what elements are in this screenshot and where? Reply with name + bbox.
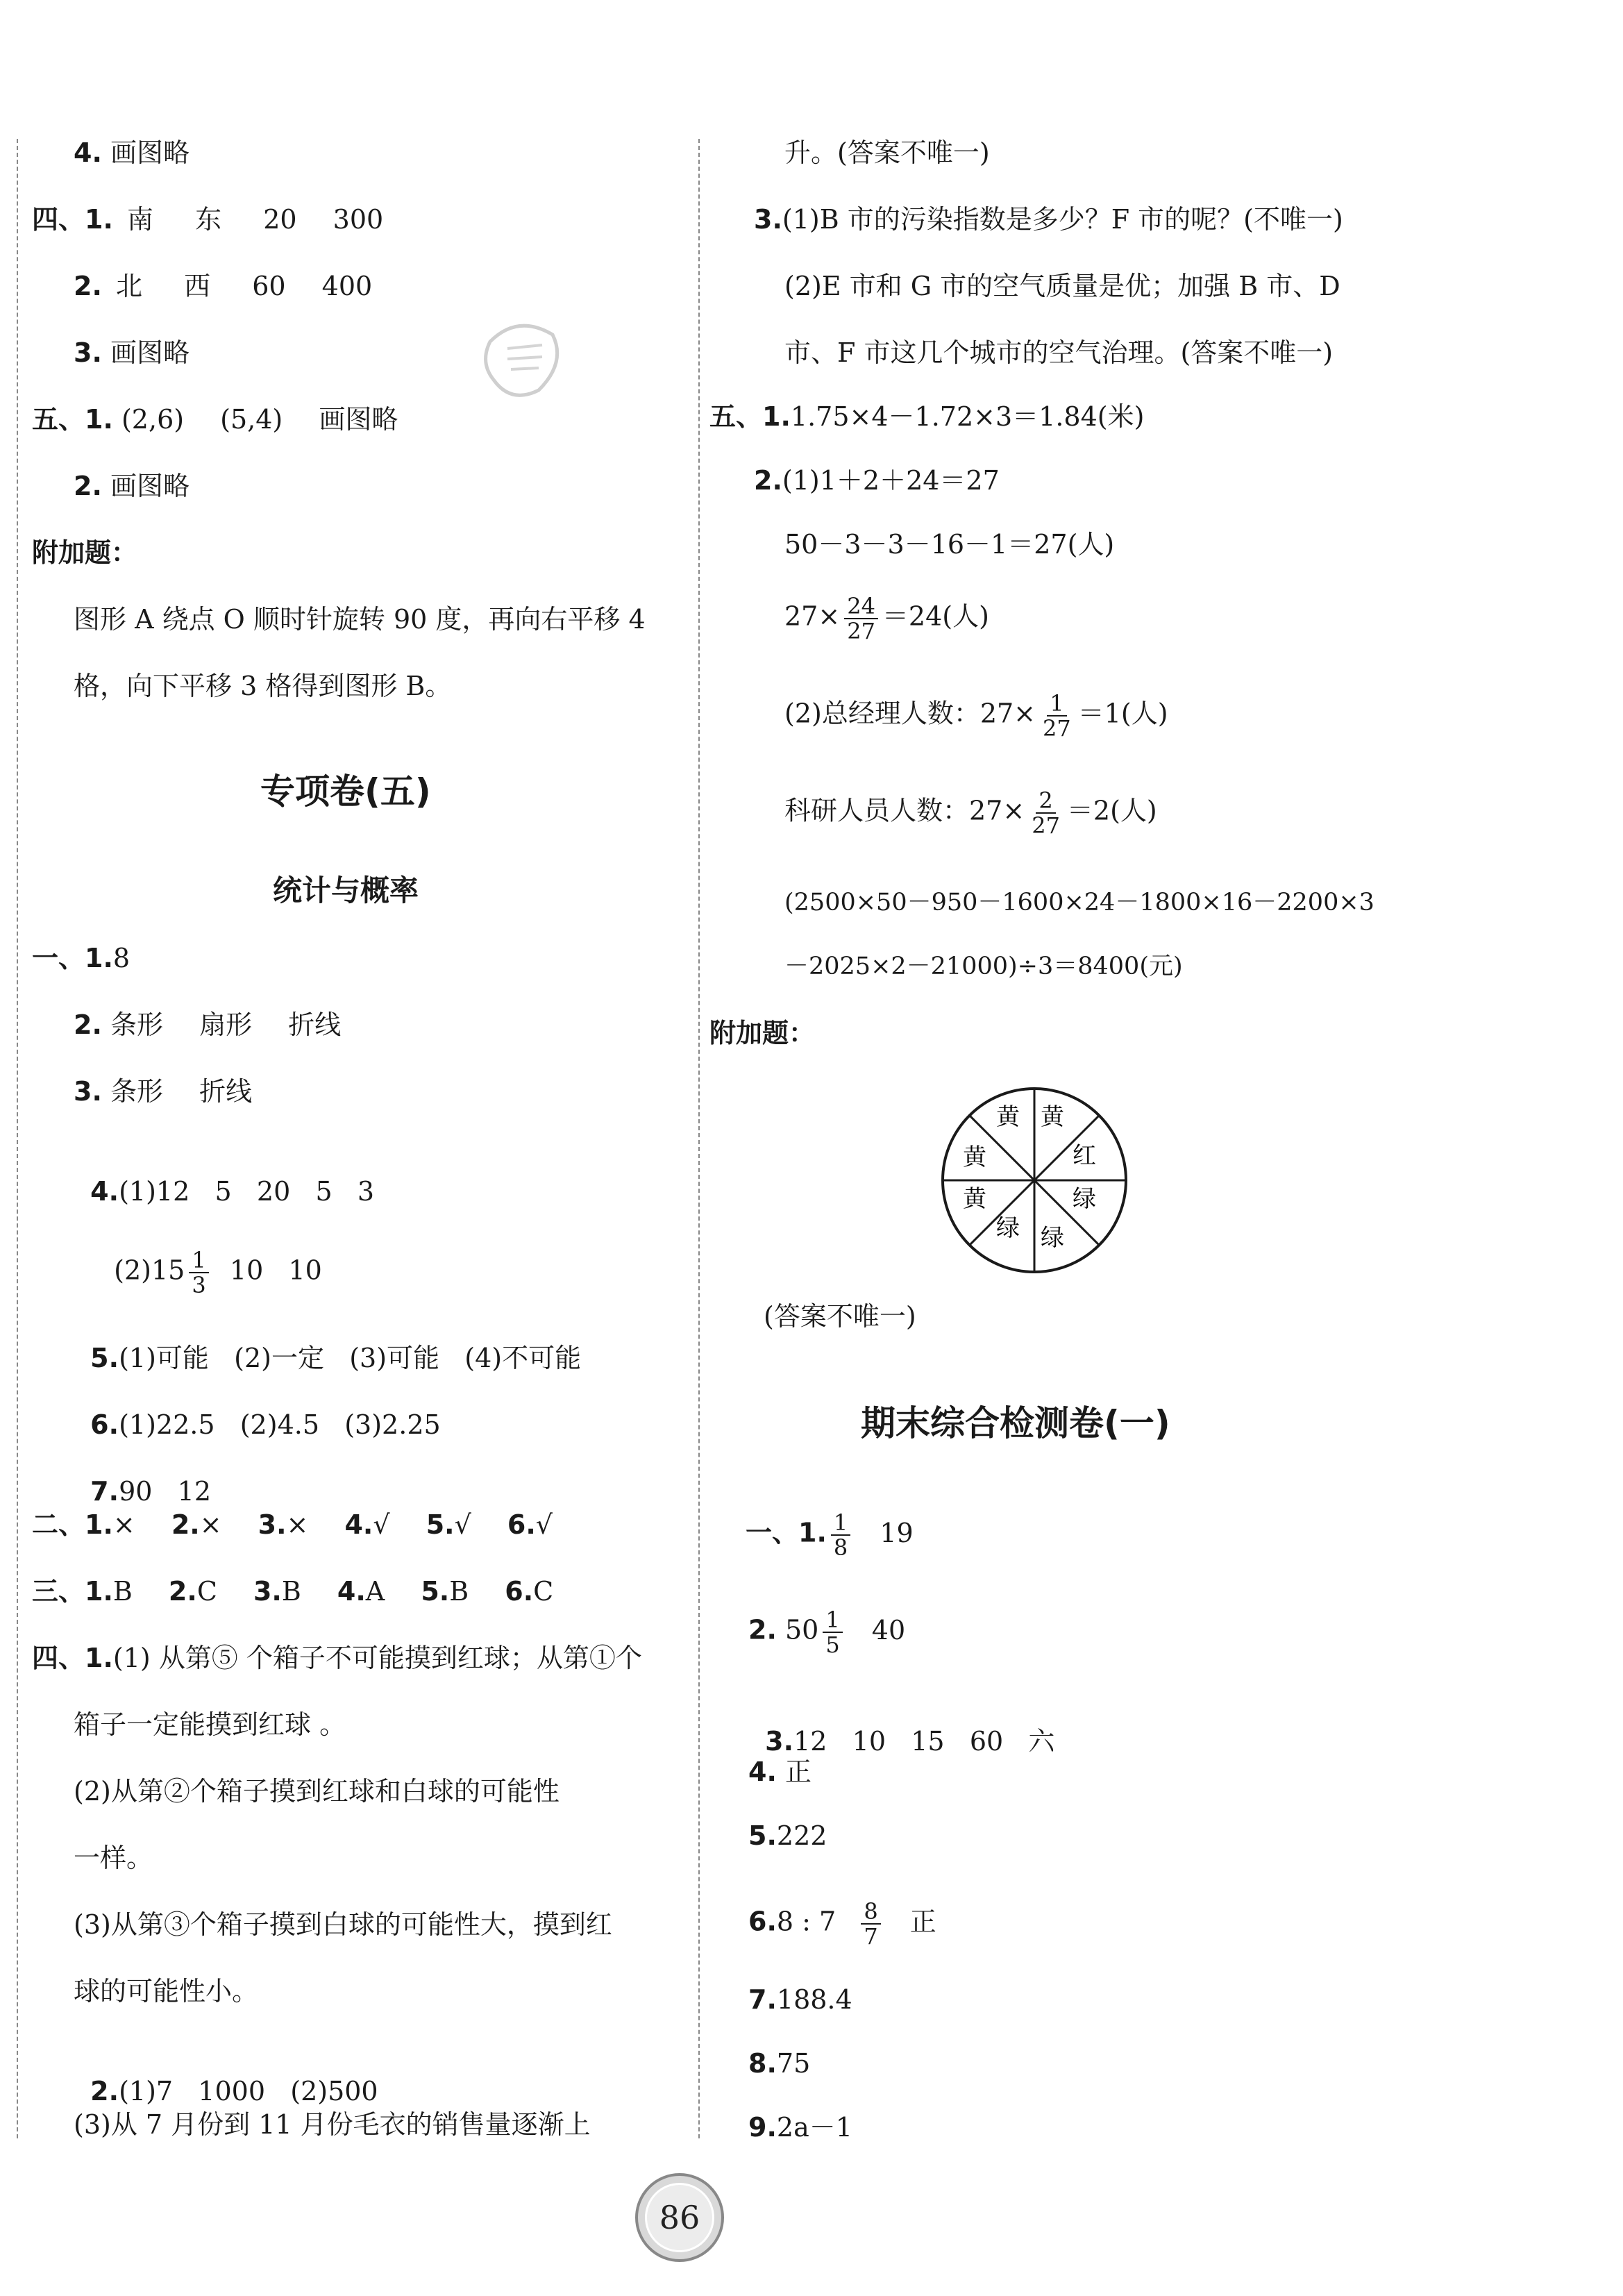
final-line-5: 5.222 (748, 1820, 827, 1851)
page-number: 86 (645, 2183, 714, 2252)
left-line-5: 五、1. (2,6) (5,4) 画图略 (32, 404, 398, 435)
stat-line-3: 3. 条形 折线 (74, 1076, 253, 1107)
right-line-12: －2025×2－21000)÷3＝8400(元) (784, 953, 1183, 980)
stat-line-5: (2)15 $\frac{1}{3}$ 10 10 (114, 1247, 322, 1298)
stat-line-8: 7.90 12 (90, 1476, 212, 1507)
stat-line-4: 4.(1)12 5 20 5 3 (90, 1176, 375, 1207)
color-spinner-wheel (937, 1083, 1132, 1277)
stat-line-16: 球的可能性小。 (74, 1976, 259, 2006)
stat-line-17: 2.(1)7 1000 (2)500 (90, 2076, 378, 2106)
right-line-14: (答案不唯一) (764, 1301, 916, 1332)
section-title-final-exam-1: 期末综合检测卷(一) (861, 1403, 1170, 1443)
wheel-label: 红 (1073, 1142, 1096, 1170)
final-line-9: 9.2a－1 (748, 2112, 852, 2143)
right-line-5: 五、1.1.75×4－1.72×3＝1.84(米) (709, 401, 1145, 432)
left-line-9: 格，向下平移 3 格得到图形 B。 (74, 671, 452, 701)
column-divider (698, 139, 700, 2138)
left-line-4: 3. 画图略 (74, 337, 190, 368)
final-line-3: 3.12 10 15 60 六 (765, 1726, 1055, 1757)
left-margin-rule (17, 139, 18, 2138)
stat-line-6: 5.(1)可能 (2)一定 (3)可能 (4)不可能 (90, 1343, 582, 1373)
right-line-9: (2)总经理人数：27× $\frac{1}{27}$ ＝1(人) (784, 690, 1168, 741)
wheel-label: 黄 (963, 1143, 986, 1171)
wheel-label: 黄 (963, 1185, 986, 1213)
section-title-special-5: 专项卷(五) (260, 771, 431, 812)
stat-line-judge: 二、1.× 2.× 3.× 4.√ 5.√ 6.√ (32, 1509, 553, 1540)
stat-line-12: 箱子一定能摸到红球 。 (74, 1709, 346, 1740)
right-line-4: 市、F 市这几个城市的空气治理。(答案不唯一) (784, 337, 1334, 368)
right-line-6: 2.(1)1＋2＋24＝27 (754, 465, 1000, 496)
stat-line-1: 一、1.8 (32, 943, 131, 973)
fraction: $\frac{1}{5}$ (823, 1608, 842, 1657)
right-line-10: 科研人员人数：27× $\frac{2}{27}$ ＝2(人) (784, 787, 1157, 839)
final-line-2: 2. 50 $\frac{1}{5}$ 40 (748, 1607, 906, 1658)
fraction: $\frac{1}{8}$ (831, 1511, 850, 1559)
stat-line-11: 四、1.(1) 从第⑤ 个箱子不可能摸到红球；从第①个 (32, 1643, 642, 1673)
stat-line-7: 6.(1)22.5 (2)4.5 (3)2.25 (90, 1409, 441, 1440)
stat-line-14: 一样。 (74, 1843, 153, 1873)
final-line-1: 一、1. $\frac{1}{8}$ 19 (746, 1509, 914, 1561)
right-line-3: (2)E 市和 G 市的空气质量是优；加强 B 市、D (784, 271, 1340, 301)
right-line-1: 升。(答案不唯一) (784, 137, 990, 168)
right-line-8: 27× $\frac{24}{27}$ ＝24(人) (784, 593, 989, 644)
fraction: $\frac{1}{3}$ (189, 1248, 208, 1297)
stat-line-15: (3)从第③个箱子摸到白球的可能性大，摸到红 (74, 1909, 612, 1940)
left-line-6: 2. 画图略 (74, 471, 190, 501)
right-line-11: (2500×50－950－1600×24－1800×16－2200×3 (784, 889, 1374, 916)
left-line-2: 四、1. 南 东 20 300 (32, 204, 384, 235)
stamp-mark-icon (476, 314, 566, 404)
page-number-badge (635, 2173, 724, 2262)
stat-line-choice: 三、1.B 2.C 3.B 4.A 5.B 6.C (32, 1576, 554, 1607)
wheel-label: 黄 (1041, 1103, 1064, 1131)
wheel-label: 黄 (996, 1103, 1020, 1131)
right-line-2: 3.(1)B 市的污染指数是多少？F 市的呢？(不唯一) (754, 204, 1343, 235)
bonus-heading-right: 附加题： (709, 1018, 816, 1048)
section-subtitle-statistics: 统计与概率 (273, 873, 419, 907)
left-line-3: 2. 北 西 60 400 (74, 271, 373, 301)
wheel-label: 绿 (1073, 1185, 1096, 1213)
wheel-label: 绿 (1041, 1224, 1064, 1252)
wheel-label: 绿 (996, 1214, 1020, 1242)
fraction: $\frac{1}{27}$ (1043, 690, 1071, 741)
right-line-7: 50－3－3－16－1＝27(人) (784, 529, 1115, 560)
final-line-8: 8.75 (748, 2048, 811, 2079)
stat-line-2: 2. 条形 扇形 折线 (74, 1009, 342, 1040)
left-line-1: 4. 画图略 (74, 137, 190, 168)
fraction: $\frac{2}{27}$ (1032, 787, 1060, 839)
fraction: $\frac{8}{7}$ (861, 1900, 880, 1948)
final-line-7: 7.188.4 (748, 1984, 852, 2015)
stat-line-18: (3)从 7 月份到 11 月份毛衣的销售量逐渐上 (74, 2109, 591, 2140)
bonus-heading-left: 附加题： (32, 537, 138, 568)
final-line-6: 6.8 : 7 $\frac{8}{7}$ 正 (748, 1898, 936, 1950)
stat-line-13: (2)从第②个箱子摸到红球和白球的可能性 (74, 1776, 560, 1807)
final-line-4: 4. 正 (748, 1757, 812, 1787)
fraction: $\frac{24}{27}$ (844, 594, 878, 643)
left-line-8: 图形 A 绕点 O 顺时针旋转 90 度，再向右平移 4 (74, 604, 646, 635)
